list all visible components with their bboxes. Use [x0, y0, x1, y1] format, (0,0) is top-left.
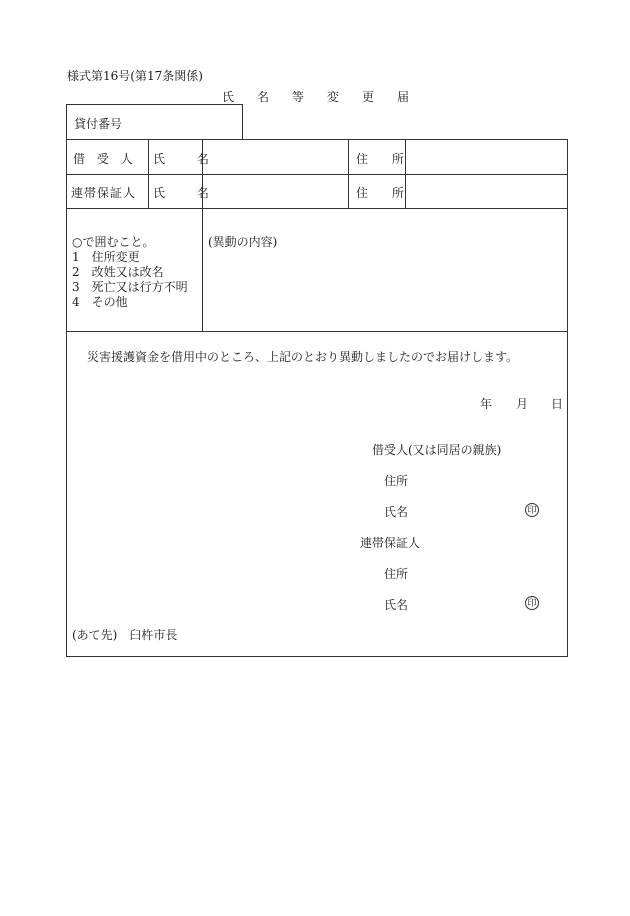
column-divider — [348, 139, 349, 208]
row-divider — [66, 331, 568, 332]
change-content-label: (異動の内容) — [208, 235, 278, 249]
title-char: 氏 — [222, 90, 235, 104]
guarantor-sign-name-label: 氏名 — [384, 598, 409, 612]
declaration-statement: 災害援護資金を借用中のところ、上記のとおり異動しましたのでお届けします。 — [87, 350, 519, 364]
seal-icon: 印 — [525, 503, 539, 517]
guarantor-heading: 連帯保証人 — [360, 536, 421, 550]
title-char: 届 — [397, 90, 410, 104]
title-char: 名 — [257, 90, 270, 104]
borrower-heading: 借受人(又は同居の親族) — [372, 443, 502, 457]
guarantor-address-label: 住 所 — [356, 186, 414, 200]
borrower-name-field[interactable] — [206, 146, 344, 168]
guarantor-address-field[interactable] — [410, 180, 564, 202]
change-option[interactable]: 2 改姓又は改名 — [72, 265, 164, 279]
change-content-field[interactable] — [208, 252, 562, 326]
title-char: 等 — [292, 90, 305, 104]
date-year-label: 年 — [480, 397, 493, 411]
change-option[interactable]: 4 その他 — [72, 295, 128, 309]
borrower-sign-name-label: 氏名 — [384, 505, 409, 519]
guarantor-sign-address-label: 住所 — [384, 567, 409, 581]
guarantor-role-label: 連帯保証人 — [71, 186, 137, 200]
change-instruction: ○で囲むこと。 — [72, 235, 155, 249]
borrower-address-label: 住 所 — [356, 152, 414, 166]
guarantor-name-label: 氏 名 — [153, 186, 223, 200]
title-char: 更 — [362, 90, 375, 104]
column-divider — [202, 208, 203, 331]
date-day-label: 日 — [551, 397, 564, 411]
main-form-table — [66, 139, 568, 657]
change-option[interactable]: 1 住所変更 — [72, 250, 140, 264]
title-char: 変 — [327, 90, 340, 104]
borrower-address-field[interactable] — [410, 146, 564, 168]
guarantor-name-field[interactable] — [206, 180, 344, 202]
addressee: (あて先) 臼杵市長 — [72, 628, 178, 642]
borrower-role-label: 借 受 人 — [73, 152, 137, 166]
date-month-label: 月 — [516, 397, 529, 411]
loan-number-label: 貸付番号 — [74, 117, 123, 131]
column-divider — [148, 139, 149, 208]
row-divider — [66, 208, 568, 209]
loan-number-field[interactable] — [130, 115, 235, 131]
change-option[interactable]: 3 死亡又は行方不明 — [72, 280, 188, 294]
seal-icon: 印 — [525, 596, 539, 610]
form-number: 様式第16号(第17条関係) — [67, 69, 203, 83]
borrower-sign-address-label: 住所 — [384, 474, 409, 488]
row-divider — [66, 174, 568, 175]
borrower-name-label: 氏 名 — [153, 152, 223, 166]
